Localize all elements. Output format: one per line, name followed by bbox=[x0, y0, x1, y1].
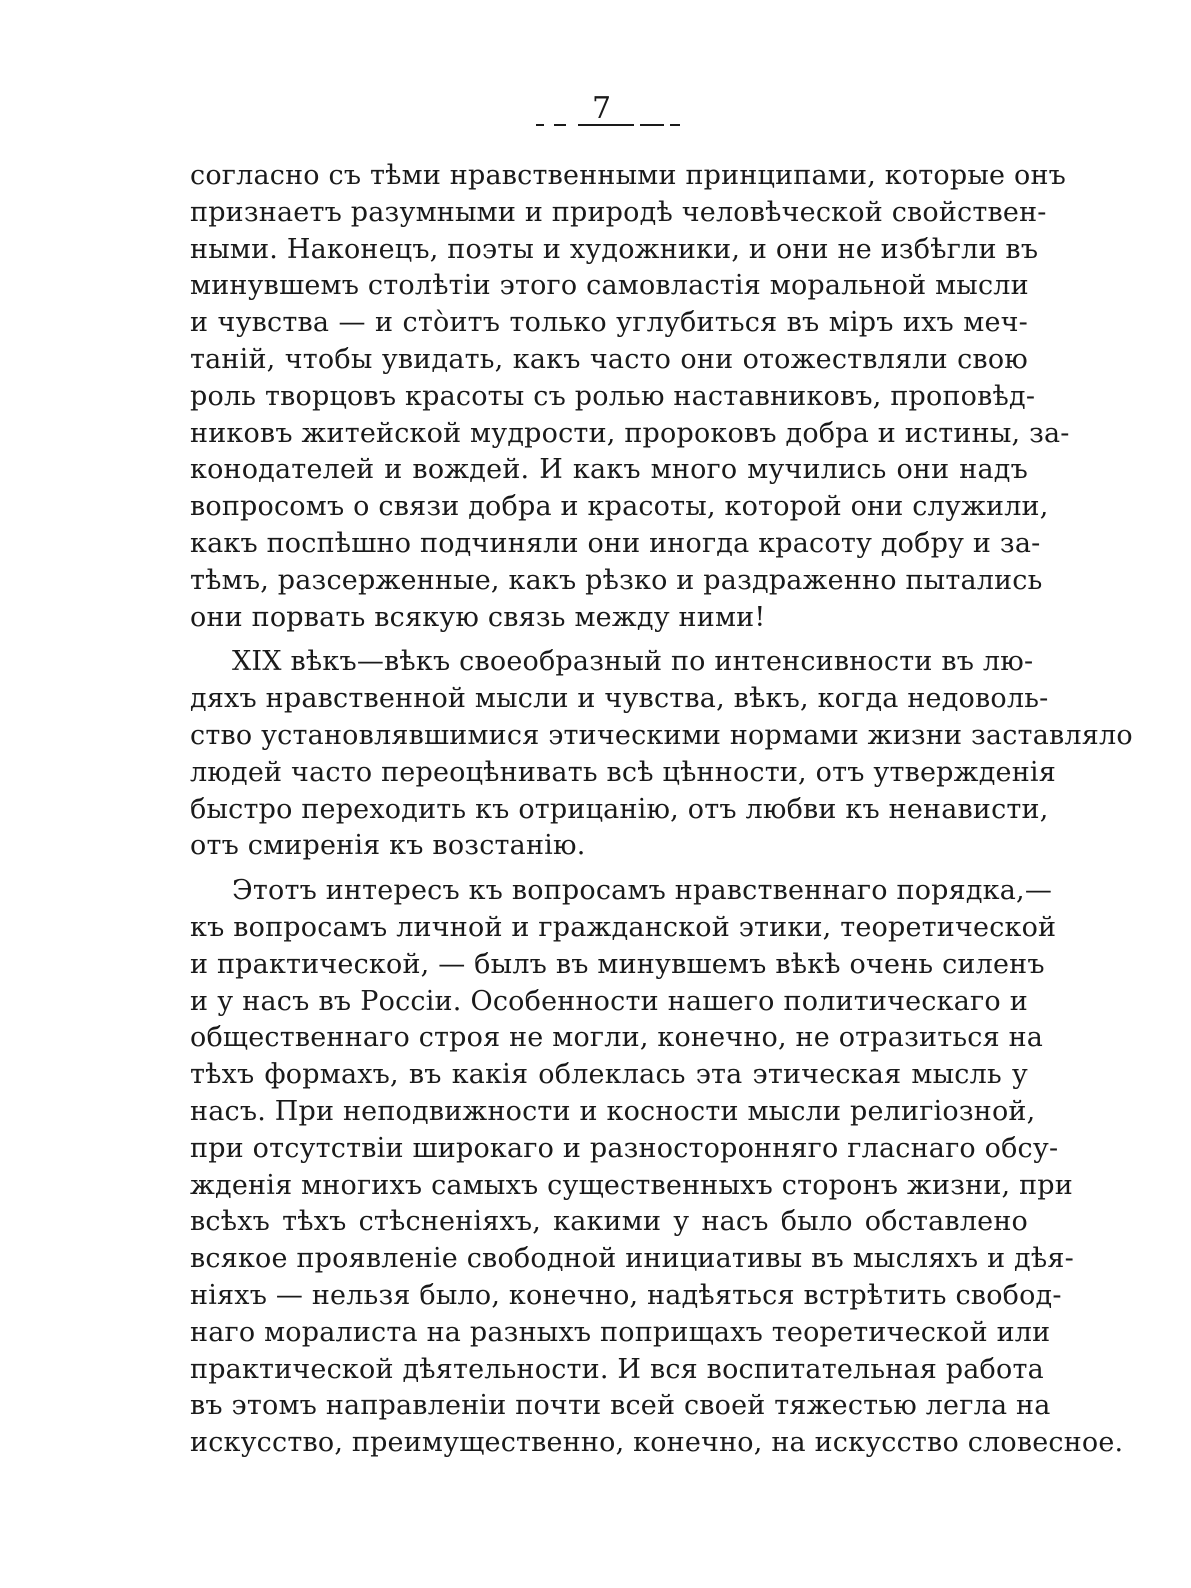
paragraph bbox=[190, 158, 1070, 636]
page-header bbox=[532, 92, 682, 132]
text-line: тѣхъ формахъ, въ какія облеклась эта этическая мысль у bbox=[190, 1059, 1028, 1091]
text-line: всѣхъ тѣхъ стѣсненіяхъ, какими у насъ было обставлено bbox=[190, 1206, 1028, 1238]
text-line: къ вопросамъ личной и гражданской этики, теоретической bbox=[190, 911, 1057, 943]
header-rule bbox=[554, 124, 566, 126]
text-line: и у насъ въ Россіи. Особенности нашего политическаго и bbox=[190, 985, 1028, 1017]
text-line: практической дѣятельности. И вся воспитательная работа bbox=[190, 1353, 1044, 1385]
text-line: вопросомъ о связи добра и красоты, которой они служили, bbox=[190, 491, 1049, 523]
text-line: всякое проявленіе свободной инициативы въ мысляхъ и дѣя- bbox=[190, 1243, 1074, 1275]
text-line: Этотъ интересъ къ вопросамъ нравственнаго порядка,— bbox=[232, 875, 1053, 907]
text-line: отъ смиренія къ возстанію. bbox=[190, 830, 586, 862]
text-line: конодателей и вождей. И какъ много мучились они надъ bbox=[190, 454, 1028, 486]
text-line: и практической, — былъ въ минувшемъ вѣкѣ очень силенъ bbox=[190, 948, 1045, 980]
text-line: искусство, преимущественно, конечно, на искусство словесное. bbox=[190, 1427, 1124, 1459]
header-rule bbox=[670, 124, 680, 126]
text-line: насъ. При неподвижности и косности мысли религіозной, bbox=[190, 1095, 1036, 1127]
paragraph bbox=[190, 644, 1133, 865]
text-line: и чувства — и стòитъ только углубиться въ міръ ихъ меч- bbox=[190, 307, 1028, 339]
text-line: ство установлявшимися этическими нормами жизни заставляло bbox=[190, 719, 1133, 751]
text-line: какъ поспѣшно подчиняли они иногда красоту добру и за- bbox=[190, 527, 1041, 559]
text-line: они порвать всякую связь между ними! bbox=[190, 601, 766, 633]
text-line: ніяхъ — нельзя было, конечно, надѣяться встрѣтить свобод- bbox=[190, 1279, 1062, 1311]
text-line: согласно съ тѣми нравственными принципами, которые онъ bbox=[190, 160, 1067, 191]
page-number: 7 bbox=[592, 91, 612, 126]
text-line: ными. Наконецъ, поэты и художники, и они не избѣгли въ bbox=[190, 233, 1039, 265]
text-line: людей часто переоцѣнивать всѣ цѣнности, отъ утвержденія bbox=[190, 756, 1056, 788]
text-line: общественнаго строя не могли, конечно, не отразиться на bbox=[190, 1022, 1044, 1054]
text-line: при отсутствіи широкаго и разносторонняго гласнаго обсу- bbox=[190, 1132, 1059, 1164]
text-line: минувшемъ столѣтіи этого самовластія моральной мысли bbox=[190, 270, 1029, 302]
text-line: роль творцовъ красоты съ ролью наставниковъ, проповѣд- bbox=[190, 380, 1036, 412]
header-rule bbox=[536, 124, 544, 126]
text-line: таній, чтобы увидать, какъ часто они отожествляли свою bbox=[190, 343, 1028, 375]
text-line: признаетъ разумными и природѣ человѣческой свойствен- bbox=[190, 196, 1047, 228]
text-line: никовъ житейской мудрости, пророковъ добра и истины, за- bbox=[190, 417, 1070, 449]
text-line: XIX вѣкъ—вѣкъ своеобразный по интенсивности въ лю- bbox=[232, 646, 1034, 678]
body-text bbox=[190, 158, 1133, 1462]
text-line: жденія многихъ самыхъ существенныхъ сторонъ жизни, при bbox=[190, 1169, 1073, 1201]
paragraph bbox=[190, 873, 1124, 1462]
text-line: въ этомъ направленіи почти всей своей тяжестью легла на bbox=[190, 1390, 1051, 1422]
text-line: наго моралиста на разныхъ поприщахъ теоретической или bbox=[190, 1316, 1051, 1348]
text-line: быстро переходить къ отрицанію, отъ любви къ ненависти, bbox=[190, 793, 1049, 825]
header-rule bbox=[640, 124, 664, 126]
text-line: дяхъ нравственной мысли и чувства, вѣкъ, когда недоволь- bbox=[190, 683, 1049, 715]
text-line: тѣмъ, разсерженные, какъ рѣзко и раздраженно пытались bbox=[190, 564, 1043, 596]
